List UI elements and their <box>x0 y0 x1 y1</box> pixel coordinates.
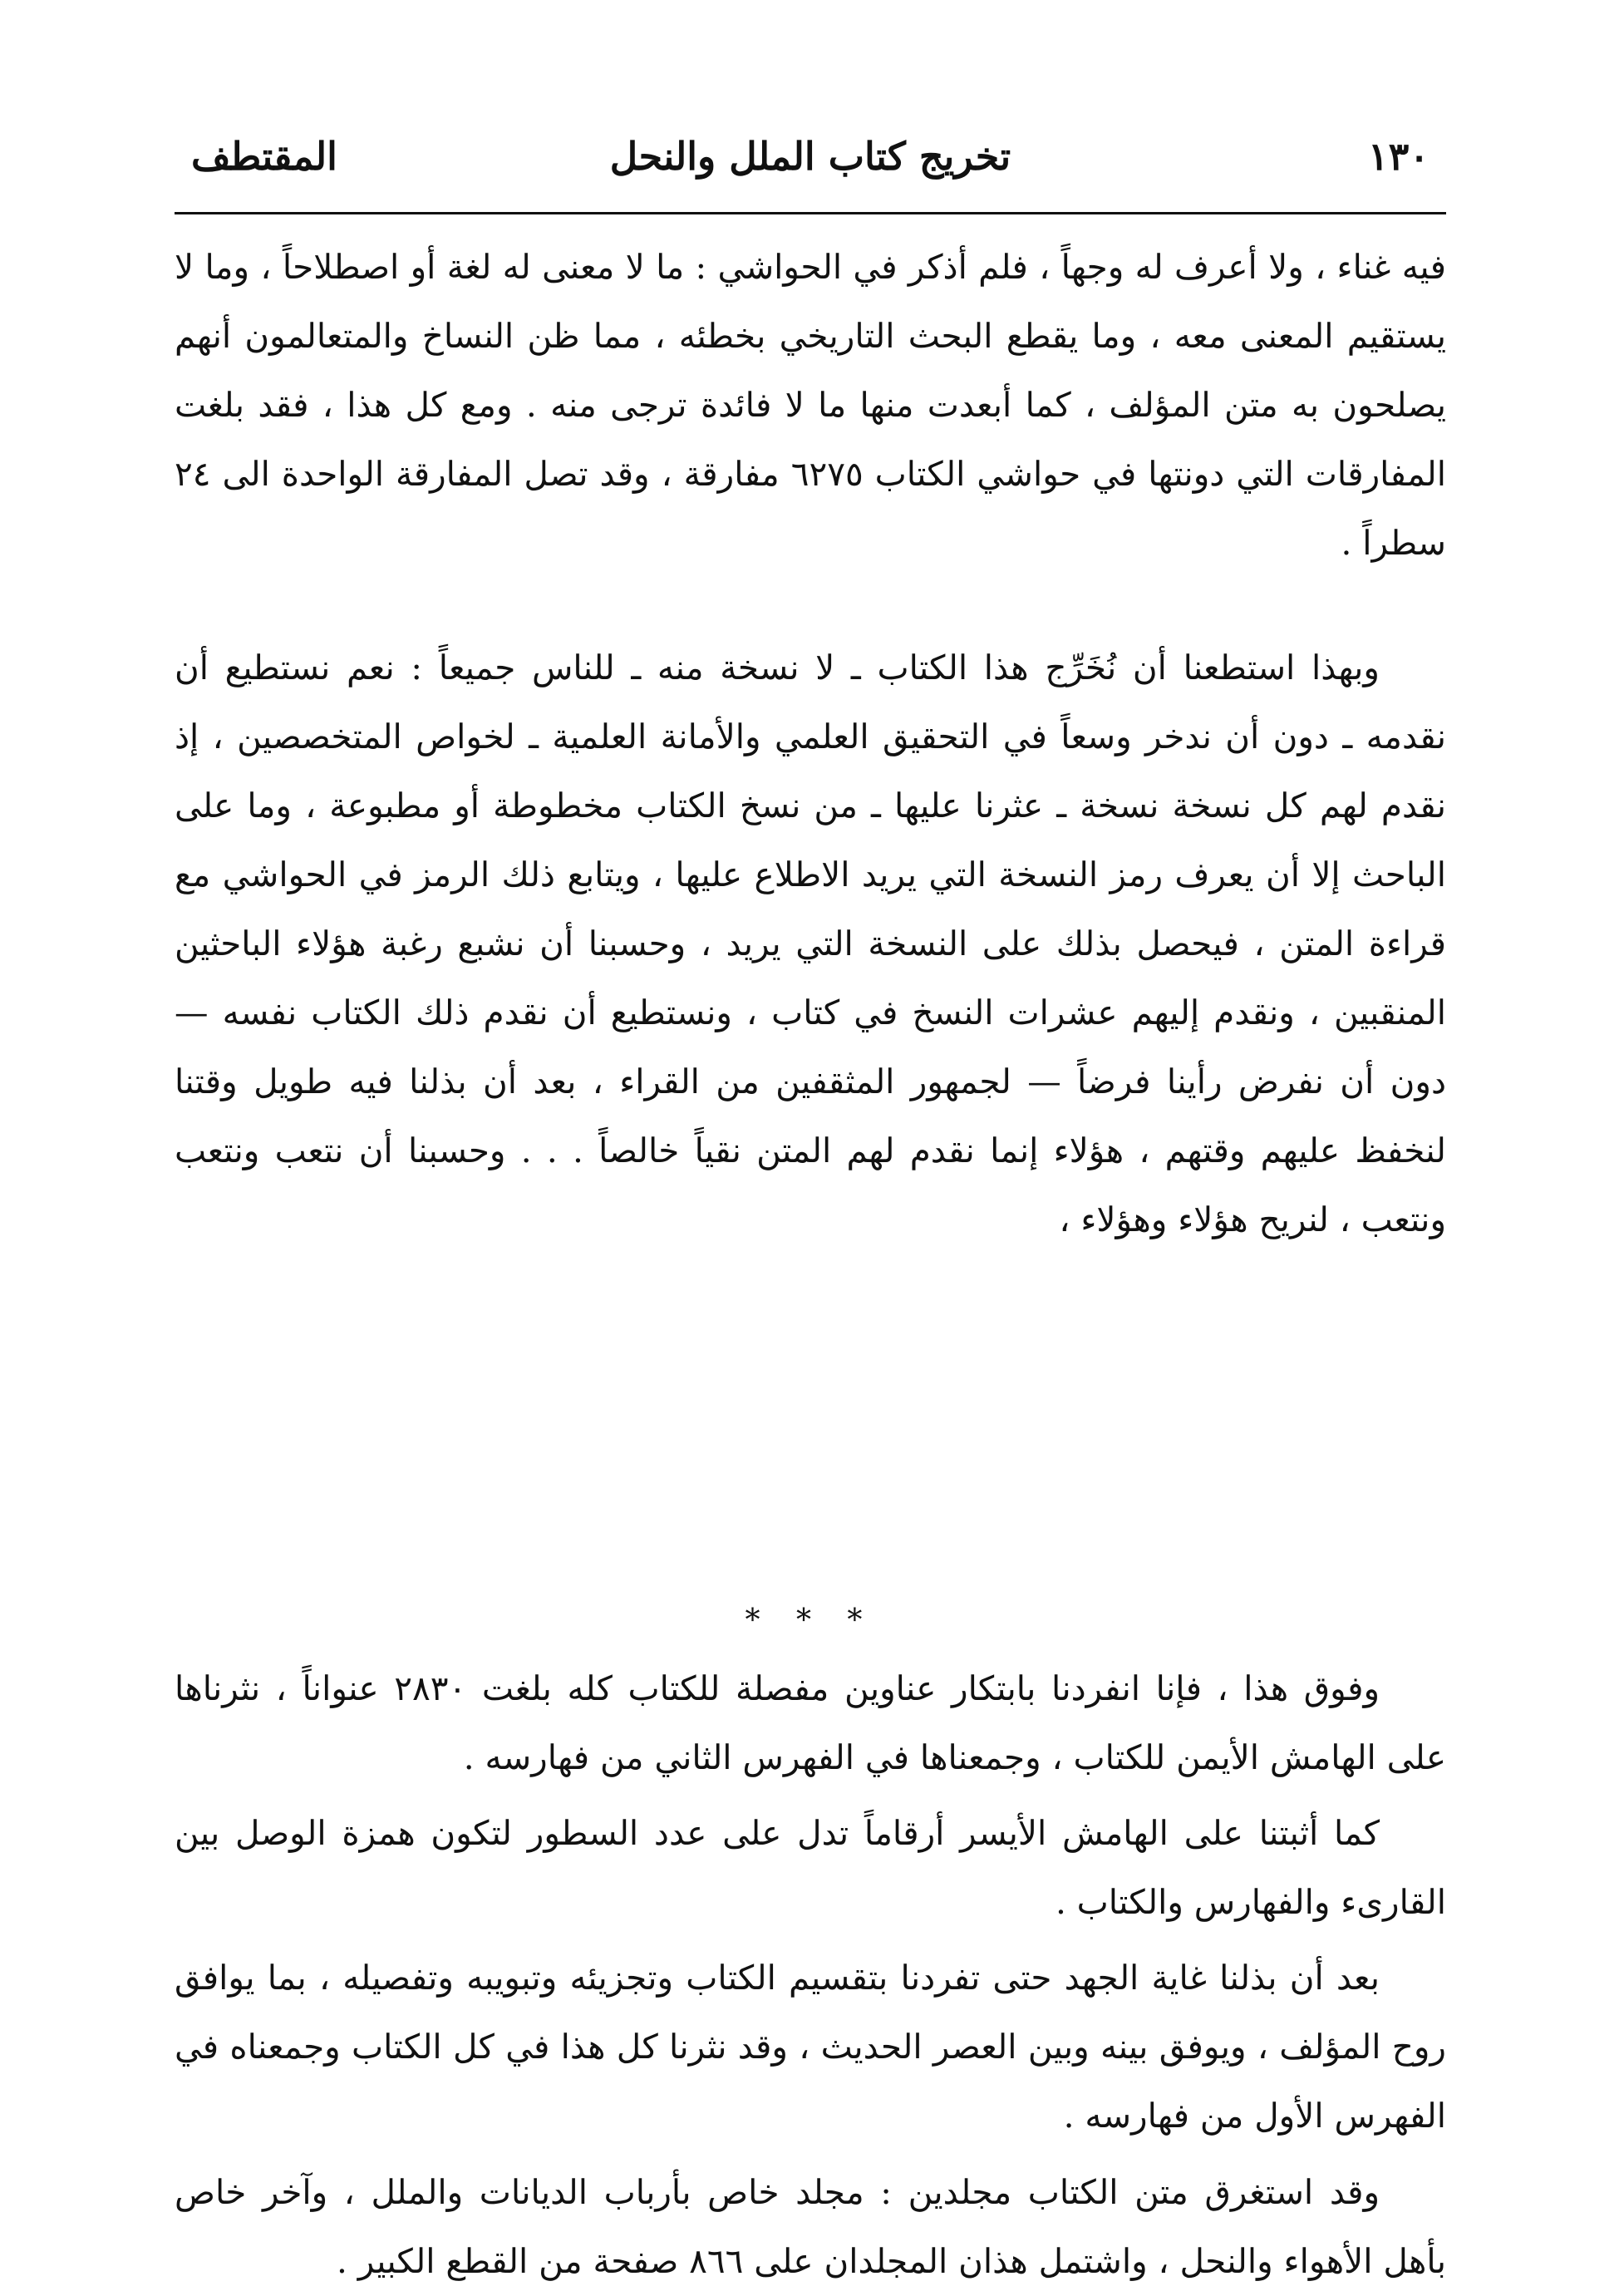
page-body <box>175 233 1446 2296</box>
paragraph: وبهذا استطعنا أن نُخَرِّج هذا الكتاب ـ لا نسخة منه ـ للناس جميعاً : نعم نستطيع أن نقدمه ـ دون أن ندخر وسعاً في التحقيق العلمي والأمانة العلمية ـ لخواص المتخصصين ، إذ نقدم لهم كل نسخة نسخة ـ عثرنا عليها ـ من نسخ الكتاب مخطوطة أو مطبوعة ، وما على الباحث إلا أن يعرف رمز النسخة التي يريد الاطلاع عليها ، ويتابع ذلك الرمز في الحواشي مع قراءة المتن ، فيحصل بذلك على النسخة التي يريد ، وحسبنا أن نشبع رغبة هؤلاء الباحثين المنقبين ، ونقدم إليهم عشرات النسخ في كتاب ، ونستطيع أن نقدم ذلك الكتاب نفسه — دون أن نفرض رأينا فرضاً — لجمهور المثقفين من القراء ، بعد أن بذلنا فيه طويل وقتنا لنخفظ عليهم وقتهم ، هؤلاء إنما نقدم لهم المتن نقياً خالصاً . . . وحسبنا أن نتعب ونتعب ونتعب ، لنريح هؤلاء وهؤلاء ، <box>175 648 1446 1239</box>
paragraph: كما أثبتنا على الهامش الأيسر أرقاماً تدل على عدد السطور لتكون همزة الوصل بين القارىء والفهارس والكتاب . <box>175 1813 1446 1922</box>
paragraph: فيه غناء ، ولا أعرف له وجهاً ، فلم أذكر في الحواشي : ما لا معنى له لغة أو اصطلاحاً ، وما لا يستقيم المعنى معه ، وما يقطع البحث التاريخي بخطئه ، مما ظن النساخ والمتعالمون أنهم يصلحون به متن المؤلف ، كما أبعدت منها ما لا فائدة ترجى منه . ومع كل هذا ، فقد بلغت المفارقات التي دونتها في حواشي الكتاب ٦٢٧٥ مفارقة ، وقد تصل المفارقة الواحدة الى ٢٤ سطراً . <box>175 247 1446 563</box>
header-rule <box>175 212 1446 214</box>
section-separator: * * * <box>745 1604 876 1638</box>
page-header <box>175 123 1446 198</box>
paragraph: وفوق هذا ، فإنا انفردنا بابتكار عناوين مفصلة للكتاب كله بلغت ٢٨٣٠ عنواناً ، نثرناها على الهامش الأيمن للكتاب ، وجمعناها في الفهرس الثاني من فهارسه . <box>175 1668 1446 1777</box>
paragraph: بعد أن بذلنا غاية الجهد حتى تفردنا بتقسيم الكتاب وتجزيئه وتبويبه وتفصيله ، بما يوافق روح المؤلف ، ويوفق بينه وبين العصر الحديث ، وقد نثرنا كل هذا في كل الكتاب وجمعناه في الفهرس الأول من فهارسه . <box>175 1958 1446 2136</box>
running-title: تخريج كتاب الملل والنحل <box>609 134 1011 179</box>
paragraph: وقد استغرق متن الكتاب مجلدين : مجلد خاص بأرباب الديانات والملل ، وآخر خاص بأهل الأهواء والنحل ، واشتمل هذان المجلدان على ٨٦٦ صفحة من القطع الكبير . <box>175 2172 1446 2281</box>
page-number: ١٣٠ <box>1367 134 1430 179</box>
section-title: المقتطف <box>191 134 337 179</box>
